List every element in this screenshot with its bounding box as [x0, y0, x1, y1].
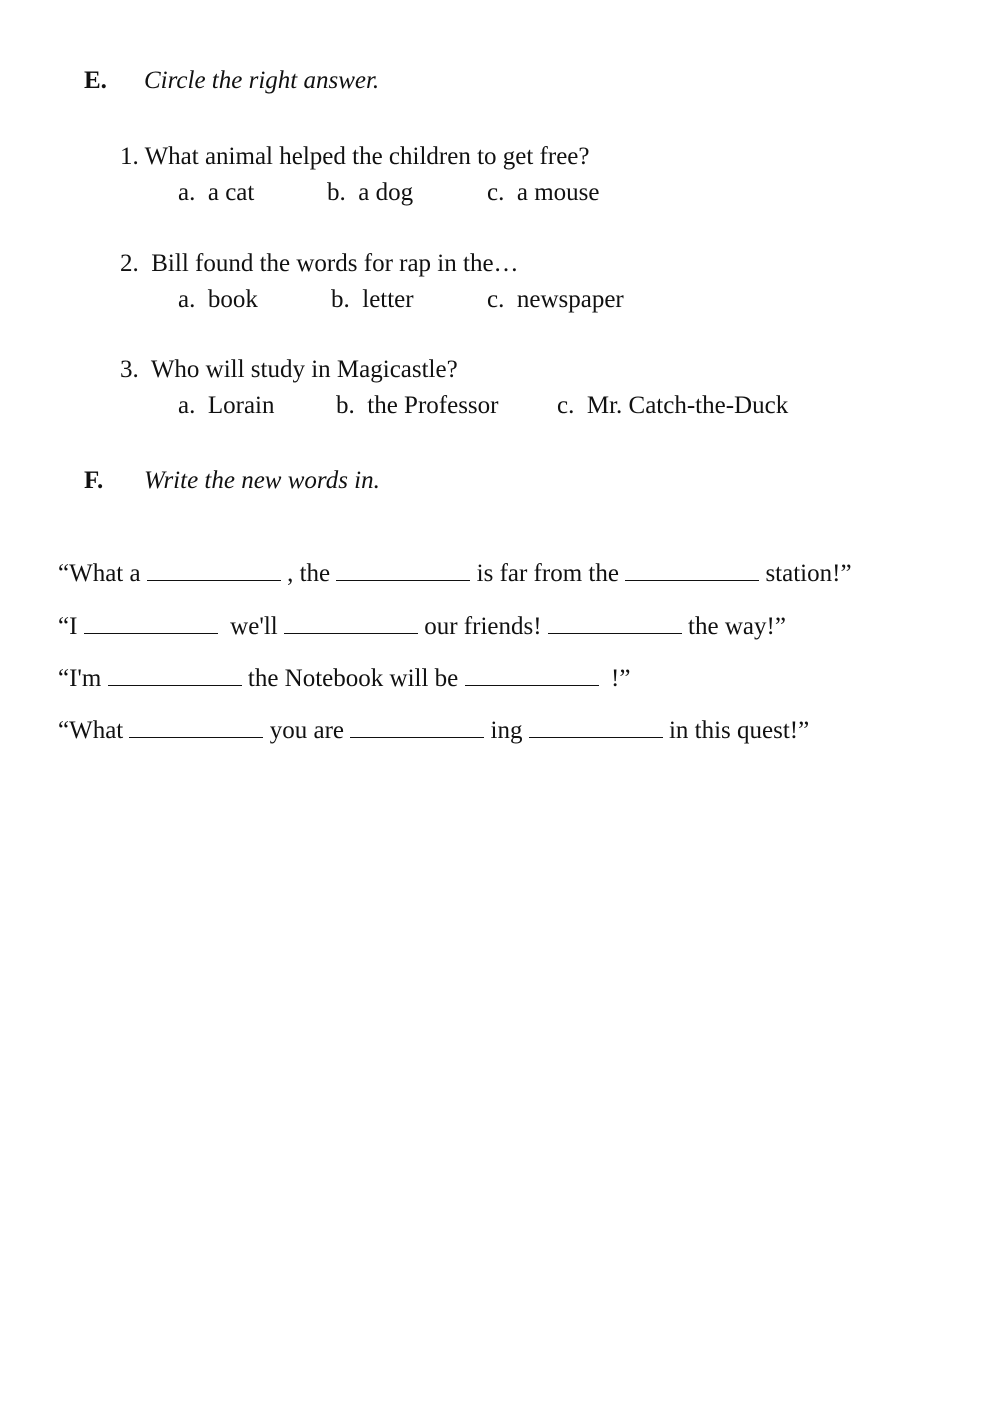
- option-3a[interactable]: [178, 393, 275, 418]
- question-text: Who will study in Magicastle?: [150, 356, 458, 383]
- option-letter: b.: [327, 179, 346, 206]
- sentence-4: [58, 718, 809, 743]
- sentence-1: [58, 561, 852, 586]
- sentence-text: station!”: [765, 560, 852, 587]
- sentence-text: “What a: [58, 560, 141, 587]
- question-text: Bill found the words for rap in the…: [151, 250, 519, 277]
- option-2c[interactable]: [487, 287, 624, 312]
- sentence-text: is far from the: [476, 560, 619, 587]
- question-2: [120, 251, 519, 276]
- option-text: a dog: [358, 179, 414, 206]
- sentence-text: you are: [269, 717, 345, 744]
- option-text: Lorain: [207, 392, 275, 419]
- sentence-text: in this quest!”: [668, 717, 810, 744]
- option-text: book: [207, 286, 258, 313]
- option-text: Mr. Catch-the-Duck: [586, 392, 789, 419]
- blank-field[interactable]: [336, 561, 470, 581]
- question-1: [120, 144, 590, 169]
- sentence-text: !”: [611, 665, 631, 692]
- sentence-text: the way!”: [688, 613, 786, 640]
- blank-field[interactable]: [350, 718, 484, 738]
- blank-field[interactable]: [625, 561, 759, 581]
- question-number: 2.: [120, 250, 139, 277]
- option-letter: b.: [336, 392, 355, 419]
- option-1c[interactable]: [487, 180, 599, 205]
- section-e-instruction: Circle the right answer.: [144, 67, 380, 94]
- sentence-3: [58, 666, 630, 691]
- sentence-2: [58, 614, 786, 639]
- blank-field[interactable]: [129, 718, 263, 738]
- option-text: a mouse: [516, 179, 600, 206]
- option-3c[interactable]: [557, 393, 788, 418]
- option-letter: a.: [178, 286, 196, 313]
- option-1b[interactable]: [327, 180, 413, 205]
- sentence-text: , the: [287, 560, 331, 587]
- option-letter: c.: [557, 392, 575, 419]
- blank-field[interactable]: [465, 666, 599, 686]
- option-2a[interactable]: [178, 287, 258, 312]
- sentence-text: our friends!: [424, 613, 542, 640]
- option-text: a cat: [207, 179, 255, 206]
- option-letter: a.: [178, 392, 196, 419]
- option-letter: c.: [487, 179, 505, 206]
- question-text: What animal helped the children to get free?: [144, 143, 590, 170]
- question-number: 1.: [120, 143, 139, 170]
- option-letter: c.: [487, 286, 505, 313]
- blank-field[interactable]: [84, 614, 218, 634]
- option-text: the Professor: [367, 392, 499, 419]
- section-f-letter: F.: [84, 467, 104, 494]
- option-2b[interactable]: [331, 287, 414, 312]
- sentence-text: “I: [58, 613, 78, 640]
- blank-field[interactable]: [147, 561, 281, 581]
- question-number: 3.: [120, 356, 139, 383]
- sentence-text: ing: [490, 717, 523, 744]
- sentence-text: we'll: [230, 613, 278, 640]
- section-f-instruction: Write the new words in.: [144, 467, 380, 494]
- option-letter: a.: [178, 179, 196, 206]
- option-3b[interactable]: [336, 393, 498, 418]
- sentence-text: the Notebook will be: [247, 665, 459, 692]
- blank-field[interactable]: [529, 718, 663, 738]
- option-letter: b.: [331, 286, 350, 313]
- blank-field[interactable]: [108, 666, 242, 686]
- blank-field[interactable]: [284, 614, 418, 634]
- option-text: newspaper: [516, 286, 624, 313]
- sentence-text: “What: [58, 717, 124, 744]
- option-1a[interactable]: [178, 180, 254, 205]
- section-e-letter: E.: [84, 67, 107, 94]
- question-3: [120, 357, 458, 382]
- sentence-text: “I'm: [58, 665, 102, 692]
- option-text: letter: [362, 286, 414, 313]
- blank-field[interactable]: [548, 614, 682, 634]
